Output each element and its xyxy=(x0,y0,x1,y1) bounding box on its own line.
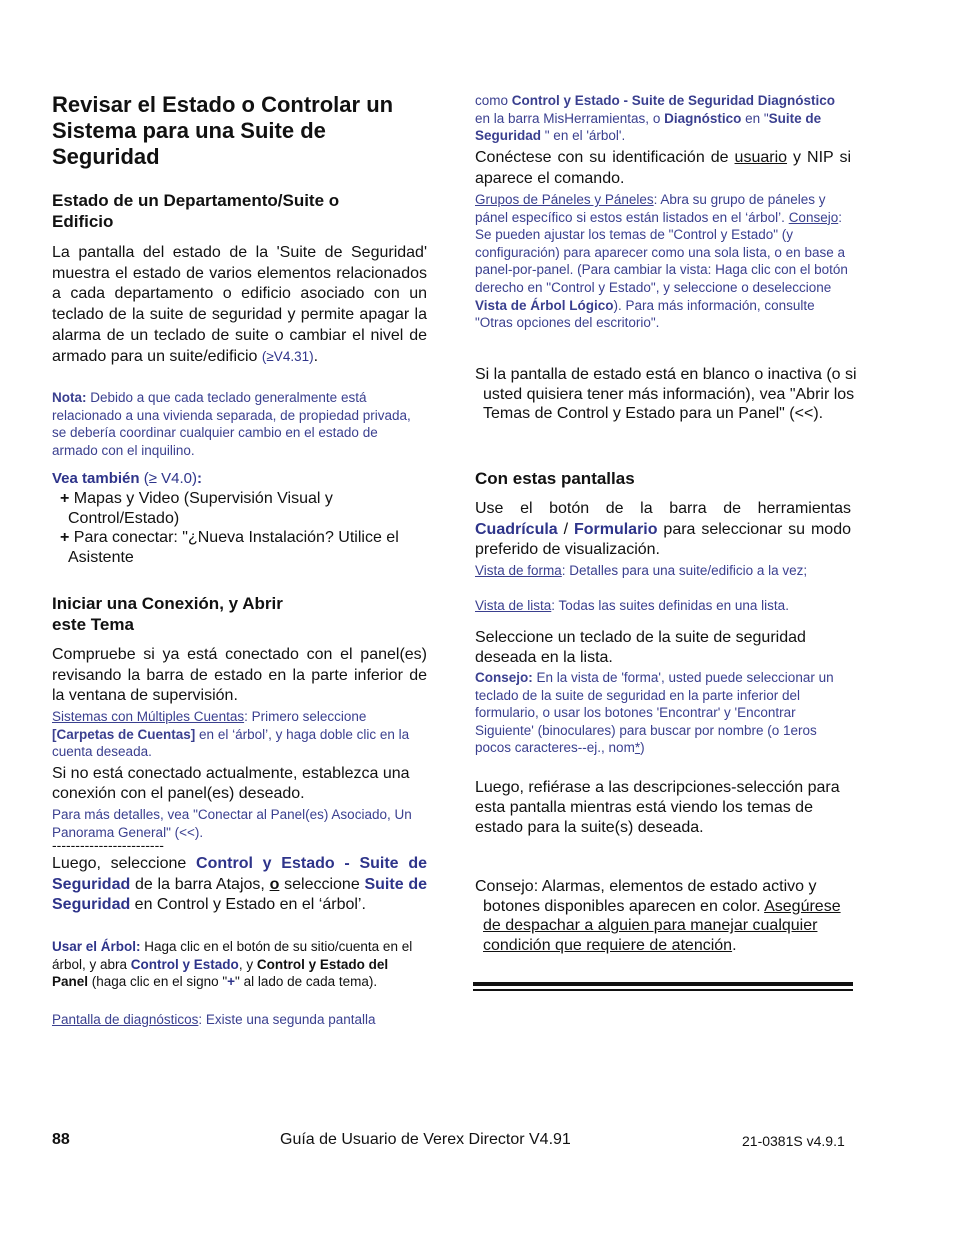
version-ref: (≥V4.31) xyxy=(261,348,314,364)
page-title: Revisar el Estado o Controlar un Sistema para una Suite de Seguridad xyxy=(52,92,394,169)
tip-consejo-alarmas: Consejo: Alarmas, elementos de estado activo y botones disponibles aparecen en color. Asegúrese de despachar a alguien para manejar cualquier condición que requiere de atención. xyxy=(475,878,841,955)
heading-estado: Estado de un Departamento/Suite o Edificio xyxy=(52,191,340,231)
paragraph-luego-refierase: Luego, refiérase a las descripciones-selección para esta pantalla mientras está viendo los temas de estado para la suite(s) deseada. xyxy=(475,779,840,836)
tree-suite-seguridad[interactable]: Suite de Seguridad xyxy=(52,875,428,914)
tip-consejo-forma: Consejo: En la vista de 'forma', usted puede seleccionar un teclado de la suite de seguridad en la parte inferior del formulario, o usar los botones 'Encontrar' y 'Encontrar Siguiente' (binoculares) para buscar por nombre (o 1eros pocos caracteres--ej., nom*) xyxy=(475,670,834,756)
footer-doc-code: 21-0381S v4.9.1 xyxy=(742,1133,845,1149)
see-also-link[interactable]: Vea también xyxy=(52,470,140,487)
paragraph-estado: La pantalla del estado de la 'Suite de Seguridad' muestra el estado de varios elementos relacionados a cada departamento o edificio asociado con un teclado de la suite de seguridad y permite apagar la alarma de un teclado de suite o cambiar el nivel de armado para un suite/edificio (≥V4.31). xyxy=(52,244,427,365)
tip-vista-forma: Vista de forma: Detalles para una suite/edificio a la vez; xyxy=(475,563,808,578)
heading-iniciar-2: este Tema xyxy=(52,615,134,634)
shortcut-control-estado-suite[interactable]: Control y Estado - Suite de Seguridad xyxy=(52,855,427,893)
more-details[interactable]: Para más detalles, vea "Conectar al Panel(es) Asociado, Un Panorama General" (<<). xyxy=(52,807,412,840)
tip-grupos-paneles: Grupos de Páneles y Páneles: Abra su grupo de páneles y pánel específico si estos están listados en el ‘árbol’. Consejo: Se pueden ajustar los temas de "Control y Estado" (y configuración) para aparecer como una sola lista, o en base a panel-por-panel. (Para cambiar la vista: Haga clic con el botón derecho en "Control y Estado", y seleccione o deseleccione Vista de Árbol Lógico). Para más información, consulte "Otras opciones del escritorio". xyxy=(475,192,848,331)
paragraph-no-conectado: Si no está conectado actualmente, establezca una conexión con el panel(es) deseado. xyxy=(52,765,410,802)
link-pantalla-diagnosticos[interactable]: Pantalla de diagnósticos xyxy=(52,1012,199,1027)
section-end-rule-thick xyxy=(473,982,853,986)
paragraph-conectese: Conéctese con su identificación de usuario y NIP si aparece el comando. xyxy=(475,149,851,187)
paragraph-seleccione: Seleccione un teclado de la suite de seguridad deseada en la lista. xyxy=(475,629,806,666)
tip-sistemas: Sistemas con Múltiples Cuentas: Primero seleccione [Carpetas de Cuentas] en el ‘árbol’, y haga doble clic en la cuenta deseada. xyxy=(52,709,410,760)
link-usuario[interactable]: usuario xyxy=(734,149,788,166)
paragraph-luego: Luego, seleccione Control y Estado - Suite de Seguridad de la barra Atajos, o seleccione Suite de Seguridad en Control y Estado en el ‘árbol’. xyxy=(52,855,428,914)
link-consejo[interactable]: Consejo xyxy=(788,209,839,225)
tip-diagnostico-cont: como Control y Estado - Suite de Seguridad Diagnóstico en la barra MisHerramientas, o Diagnóstico en "Suite de Seguridad " en el 'árbol'. xyxy=(475,93,836,144)
link-vista-forma[interactable]: Vista de forma xyxy=(475,563,562,578)
link-grupos-paneles[interactable]: Grupos de Páneles y Páneles xyxy=(475,192,654,207)
note-block: Nota: Debido a que cada teclado generalmente está relacionado a una vivienda separada, de propiedad privada, se debería coordinar cualquier cambio en el estado de armado con el inquilino. xyxy=(52,390,411,458)
see-also-heading: Vea también (≥ V4.0): xyxy=(52,470,202,487)
link-sistemas-multiples[interactable]: Sistemas con Múltiples Cuentas xyxy=(52,709,245,724)
plus-sign: + xyxy=(227,974,236,990)
paragraph-compruebe: Compruebe si ya está conectado con el panel(es) revisando la barra de estado en la parte inferior de la ventana de supervisión. xyxy=(52,646,427,705)
form-button-label[interactable]: Formulario xyxy=(573,520,658,538)
paragraph-use: Use el botón de la barra de herramientas Cuadrícula / Formulario para seleccionar su modo preferido de visualización. xyxy=(475,500,852,559)
paragraph-blanco: Si la pantalla de estado está en blanco o inactiva (o si usted quisiera tener más información), vea "Abrir los Temas de Control y Estado para un Panel" (<<). xyxy=(475,366,857,423)
see-also-item-mapas[interactable]: + Mapas y Video (Supervisión Visual y Control/Estado) xyxy=(60,490,333,527)
tip-vista-lista: Vista de lista: Todas las suites definidas en una lista. xyxy=(475,598,789,613)
see-also-item-conectar[interactable]: + Para conectar: "¿Nueva Instalación? Utilice el Asistente xyxy=(60,529,399,566)
tip-diagnosticos: Pantalla de diagnósticos: Existe una segunda pantalla xyxy=(52,1012,376,1027)
page-number: 88 xyxy=(52,1131,70,1148)
heading-iniciar-1: Iniciar una Conexión, y Abrir xyxy=(52,594,283,613)
grid-button-label[interactable]: Cuadrícula xyxy=(475,520,558,538)
link-vista-lista[interactable]: Vista de lista xyxy=(475,598,552,613)
tip-usar-arbol: Usar el Árbol: Haga clic en el botón de su sitio/cuenta en el árbol, y abra Control y Estado, y Control y Estado del Panel (haga clic en el signo "+" al lado de cada tema). xyxy=(52,939,413,990)
section-end-rule-thin xyxy=(473,989,853,991)
divider-dashes: ------------------------ xyxy=(52,837,164,853)
heading-pantallas: Con estas pantallas xyxy=(475,469,635,488)
footer-guide-title: Guía de Usuario de Verex Director V4.91 xyxy=(280,1131,571,1148)
